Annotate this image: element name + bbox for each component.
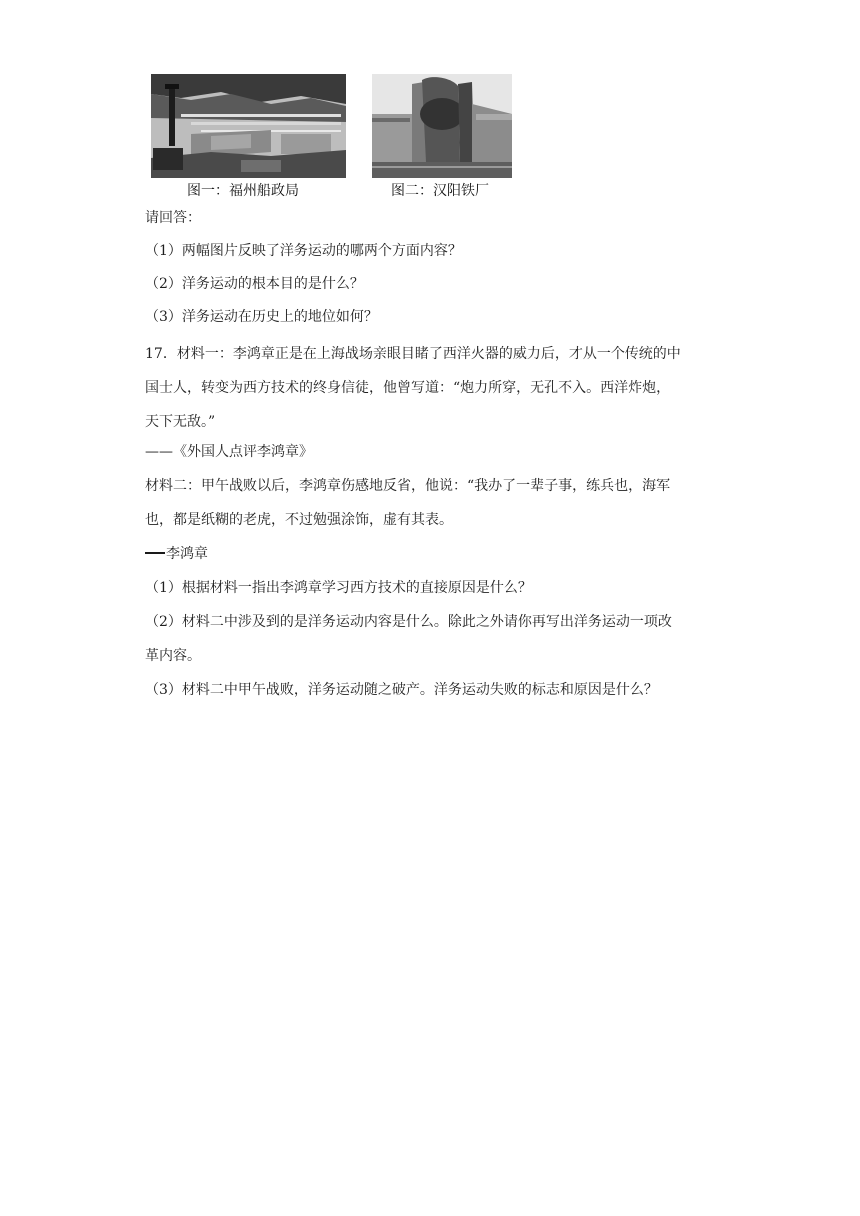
- q17-source-2: [145, 544, 208, 564]
- q16-question-3: （3）洋务运动在历史上的地位如何？: [145, 309, 378, 325]
- q17-question-2-line-2: 革内容。: [145, 648, 201, 664]
- q16-question-1: （1）两幅图片反映了洋务运动的哪两个方面内容？: [145, 243, 462, 259]
- q17-material-2-line-1: 材料二：甲午战败以后，李鸿章伤感地反省，他说：“我办了一辈子事，练兵也，海军: [145, 478, 671, 494]
- q17-question-1: （1）根据材料一指出李鸿章学习西方技术的直接原因是什么？: [145, 580, 532, 596]
- q17-source-2-text: 李鸿章: [166, 546, 208, 562]
- source-dash: [145, 552, 165, 554]
- q17-source-1: ——《外国人点评李鸿章》: [145, 444, 313, 460]
- q17-question-2-line-1: （2）材料二中涉及到的是洋务运动内容是什么。除此之外请你再写出洋务运动一项改: [145, 614, 672, 630]
- q16-question-2: （2）洋务运动的根本目的是什么？: [145, 276, 364, 292]
- q17-question-3: （3）材料二中甲午战败，洋务运动随之破产。洋务运动失败的标志和原因是什么？: [145, 682, 658, 698]
- figure-1-caption: 图一：福州船政局: [187, 183, 299, 199]
- q17-material-1-line-3: 天下无敌。”: [145, 414, 216, 430]
- fuzhou-arsenal-photo: [151, 74, 346, 178]
- hanyang-ironworks-photo: [372, 74, 512, 178]
- answer-prompt: 请回答：: [145, 210, 201, 226]
- q17-material-1-line-1: 17．材料一：李鸿章正是在上海战场亲眼目睹了西洋火器的威力后，才从一个传统的中: [145, 346, 681, 362]
- q17-material-2-line-2: 也，都是纸糊的老虎，不过勉强涂饰，虚有其表。: [145, 512, 453, 528]
- figure-2-caption: 图二：汉阳铁厂: [391, 183, 489, 199]
- q17-material-1-line-2: 国士人，转变为西方技术的终身信徒，他曾写道：“炮力所穿，无孔不入。西洋炸炮，: [145, 380, 671, 396]
